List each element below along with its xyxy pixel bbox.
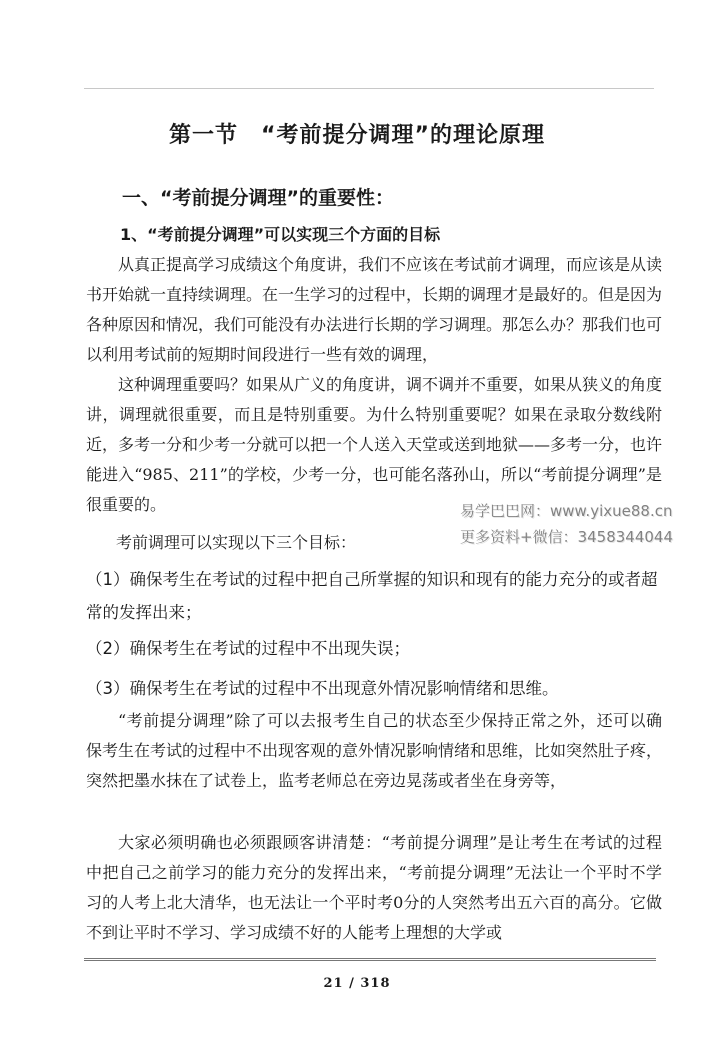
section-heading: 一、“考前提分调理”的重要性： xyxy=(122,187,394,209)
paragraph-1 xyxy=(86,250,662,370)
paragraph-4 xyxy=(86,828,662,948)
watermark xyxy=(460,498,700,550)
page-title: 第一节 “考前提分调理”的理论原理 xyxy=(169,123,545,148)
paragraph-text: 这种调理重要吗？如果从广义的角度讲，调不调并不重要，如果从狭义的角度讲，调理就很重要，而且是特别重要。为什么特别重要呢？如果在录取分数线附近，多考一分和少考一分就可以把一个人送入天堂或送到地狱——多考一分，也许能进入“985、211”的学校，少考一分，也可能名落孙山，所以“考前提分调理”是很重要的。 xyxy=(86,375,663,514)
page-number: 21 / 318 xyxy=(323,976,391,991)
paragraph-text: 从真正提高学习成绩这个角度讲，我们不应该在考试前才调理，而应该是从读书开始就一直持续调理。在一生学习的过程中，长期的调理才是最好的。但是因为各种原因和情况，我们可能没有办法进行长期的学习调理。那怎么办？那我们也可以利用考试前的短期时间段进行一些有效的调理， xyxy=(86,255,663,364)
top-divider xyxy=(84,88,654,89)
goal-item-1: （1）确保考生在考试的过程中把自己所掌握的知识和现有的能力充分的或者超常的发挥出来； xyxy=(86,570,658,622)
watermark-site: 易学巴巴网：www.yixue88.cn xyxy=(460,502,673,520)
goals-intro: 考前调理可以实现以下三个目标： xyxy=(116,533,357,552)
paragraph-text: 大家必须明确也必须跟顾客讲清楚：“考前提分调理”是让考生在考试的过程中把自己之前学习的能力充分的发挥出来，“考前提分调理”无法让一个平时不学习的人考上北大清华，也无法让一个平时考0分的人突然考出五六百的高分。它做不到让平时不学习、学习成绩不好的人能考上理想的大学或 xyxy=(86,833,662,942)
goal-item-3: （3）确保考生在考试的过程中不出现意外情况影响情绪和思维。 xyxy=(86,679,559,698)
paragraph-text: “考前提分调理”除了可以去报考生自己的状态至少保持正常之外，还可以确保考生在考试的过程中不出现客观的意外情况影响情绪和思维，比如突然肚子疼，突然把墨水抹在了试卷上，监考老师总在旁边晃荡或者坐在身旁等， xyxy=(86,711,663,790)
watermark-contact: 更多资料+微信：3458344044 xyxy=(460,528,674,546)
paragraph-3 xyxy=(86,706,662,796)
bottom-divider xyxy=(84,958,656,961)
goal-item-2: （2）确保考生在考试的过程中不出现失误； xyxy=(86,639,410,658)
sub-heading: 1、“考前提分调理”可以实现三个方面的目标 xyxy=(120,225,441,244)
